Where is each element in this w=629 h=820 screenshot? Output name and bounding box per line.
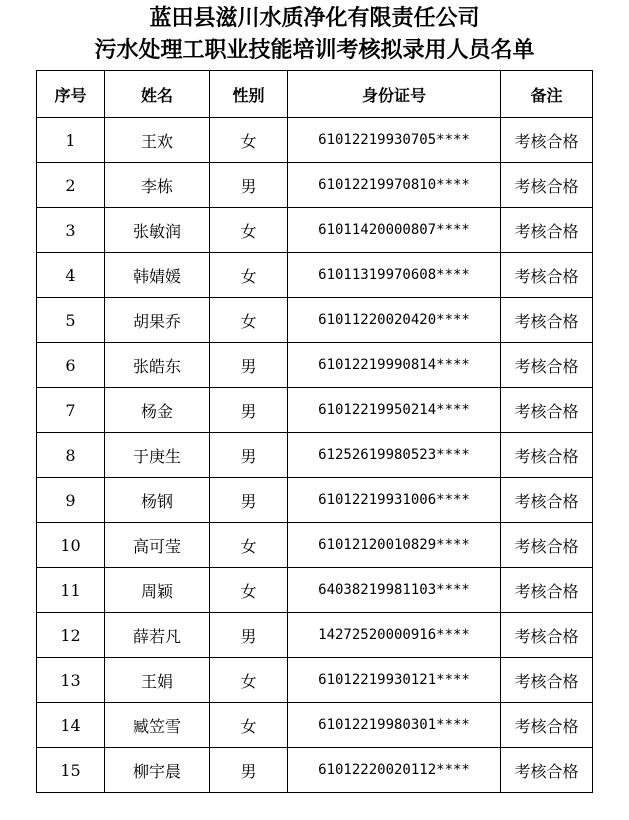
cell-note: 考核合格	[501, 343, 593, 388]
cell-no: 7	[37, 388, 105, 433]
cell-name: 周颖	[105, 568, 210, 613]
cell-gender: 女	[210, 208, 288, 253]
cell-id-number: 61011220020420****	[288, 298, 501, 343]
table-row	[37, 568, 593, 613]
table-row	[37, 523, 593, 568]
cell-no: 5	[37, 298, 105, 343]
cell-no: 10	[37, 523, 105, 568]
cell-name: 张敏润	[105, 208, 210, 253]
cell-name: 王欢	[105, 118, 210, 163]
table-header-row	[37, 71, 593, 118]
table-row	[37, 613, 593, 658]
cell-gender: 男	[210, 748, 288, 793]
cell-id-number: 61011319970608****	[288, 253, 501, 298]
cell-note: 考核合格	[501, 613, 593, 658]
cell-no: 15	[37, 748, 105, 793]
cell-note: 考核合格	[501, 298, 593, 343]
cell-note: 考核合格	[501, 208, 593, 253]
table-row	[37, 658, 593, 703]
cell-no: 2	[37, 163, 105, 208]
table-row	[37, 208, 593, 253]
cell-note: 考核合格	[501, 748, 593, 793]
cell-id-number: 61012219970810****	[288, 163, 501, 208]
cell-name: 高可莹	[105, 523, 210, 568]
cell-id-number: 61012219931006****	[288, 478, 501, 523]
cell-id-number: 61012219950214****	[288, 388, 501, 433]
cell-no: 3	[37, 208, 105, 253]
table-body	[37, 118, 593, 793]
cell-note: 考核合格	[501, 433, 593, 478]
table-row	[37, 478, 593, 523]
cell-note: 考核合格	[501, 253, 593, 298]
cell-gender: 女	[210, 118, 288, 163]
cell-gender: 女	[210, 298, 288, 343]
cell-no: 8	[37, 433, 105, 478]
cell-gender: 男	[210, 478, 288, 523]
header-name: 姓名	[105, 71, 210, 118]
cell-no: 6	[37, 343, 105, 388]
table-row	[37, 118, 593, 163]
document-subtitle: 污水处理工职业技能培训考核拟录用人员名单	[94, 38, 535, 63]
cell-no: 9	[37, 478, 105, 523]
cell-gender: 女	[210, 703, 288, 748]
cell-note: 考核合格	[501, 523, 593, 568]
header-gender: 性别	[210, 71, 288, 118]
cell-note: 考核合格	[501, 658, 593, 703]
cell-id-number: 61012120010829****	[288, 523, 501, 568]
cell-name: 胡果乔	[105, 298, 210, 343]
table-row	[37, 343, 593, 388]
cell-id-number: 61012219930121****	[288, 658, 501, 703]
cell-no: 1	[37, 118, 105, 163]
cell-no: 13	[37, 658, 105, 703]
cell-id-number: 61252619980523****	[288, 433, 501, 478]
cell-name: 杨钢	[105, 478, 210, 523]
table-row	[37, 163, 593, 208]
cell-name: 张皓东	[105, 343, 210, 388]
table-row	[37, 433, 593, 478]
document-title: 蓝田县滋川水质净化有限责任公司	[149, 6, 480, 31]
cell-gender: 男	[210, 343, 288, 388]
header-note: 备注	[501, 71, 593, 118]
cell-gender: 男	[210, 163, 288, 208]
cell-gender: 女	[210, 568, 288, 613]
cell-no: 11	[37, 568, 105, 613]
table-row	[37, 388, 593, 433]
cell-name: 薛若凡	[105, 613, 210, 658]
cell-id-number: 61012219990814****	[288, 343, 501, 388]
cell-gender: 女	[210, 658, 288, 703]
cell-name: 杨金	[105, 388, 210, 433]
cell-id-number: 64038219981103****	[288, 568, 501, 613]
cell-name: 王娟	[105, 658, 210, 703]
cell-id-number: 61011420000807****	[288, 208, 501, 253]
cell-name: 臧笠雪	[105, 703, 210, 748]
cell-name: 于庚生	[105, 433, 210, 478]
cell-note: 考核合格	[501, 568, 593, 613]
cell-gender: 男	[210, 613, 288, 658]
table-row	[37, 253, 593, 298]
cell-note: 考核合格	[501, 118, 593, 163]
cell-note: 考核合格	[501, 388, 593, 433]
candidate-table	[36, 70, 593, 793]
cell-no: 4	[37, 253, 105, 298]
table-row	[37, 748, 593, 793]
cell-no: 12	[37, 613, 105, 658]
cell-no: 14	[37, 703, 105, 748]
cell-name: 韩婧媛	[105, 253, 210, 298]
cell-gender: 男	[210, 433, 288, 478]
header-id-number: 身份证号	[288, 71, 501, 118]
cell-gender: 女	[210, 253, 288, 298]
table-row	[37, 703, 593, 748]
cell-id-number: 61012219980301****	[288, 703, 501, 748]
cell-name: 李栋	[105, 163, 210, 208]
cell-note: 考核合格	[501, 163, 593, 208]
cell-note: 考核合格	[501, 703, 593, 748]
cell-id-number: 61012219930705****	[288, 118, 501, 163]
cell-name: 柳宇晨	[105, 748, 210, 793]
cell-gender: 男	[210, 388, 288, 433]
cell-note: 考核合格	[501, 478, 593, 523]
table-row	[37, 298, 593, 343]
cell-id-number: 61012220020112****	[288, 748, 501, 793]
cell-gender: 女	[210, 523, 288, 568]
cell-id-number: 14272520000916****	[288, 613, 501, 658]
header-no: 序号	[37, 71, 105, 118]
